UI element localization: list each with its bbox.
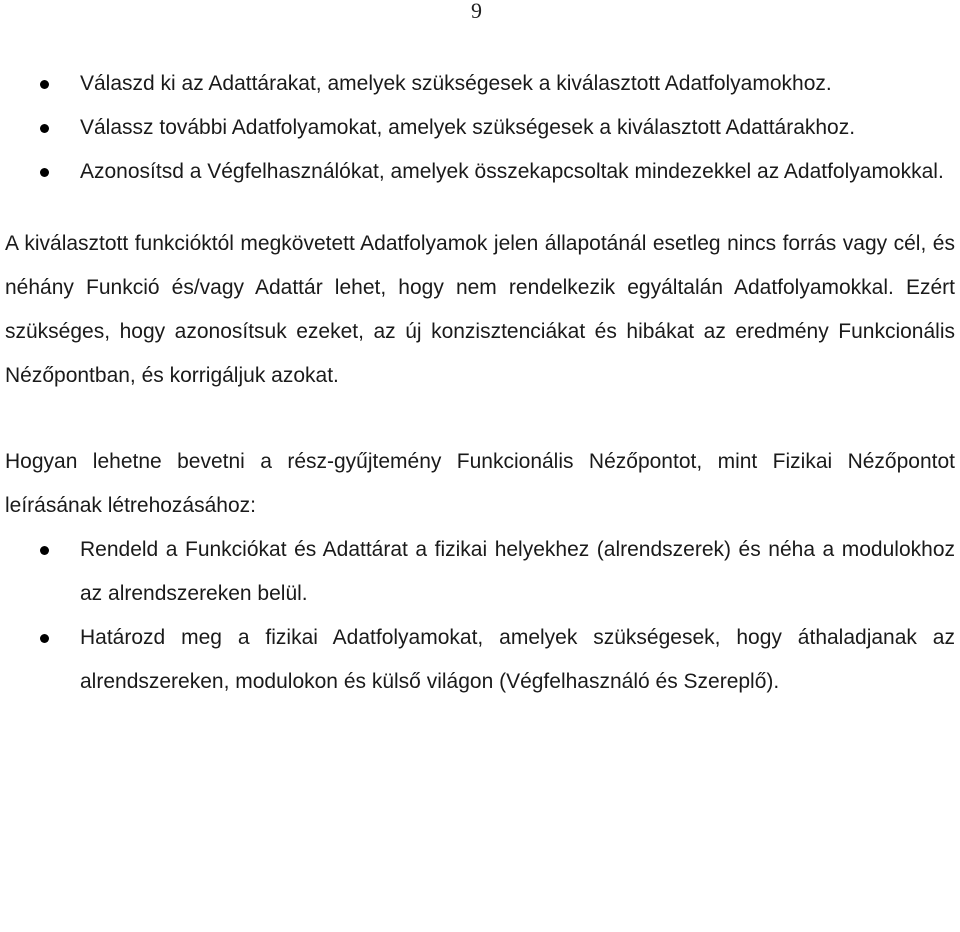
list-item: Válaszd ki az Adattárakat, amelyek szükségesek a kiválasztott Adatfolyamokhoz. [5, 62, 955, 106]
document-body [5, 62, 955, 704]
bullet-list-1 [5, 62, 955, 194]
bullet-list-2 [5, 528, 955, 704]
list-item: Határozd meg a fizikai Adatfolyamokat, amelyek szükségesek, hogy áthaladjanak az alrendszereken, modulokon és külső világon (Végfelhasználó és Szereplő). [5, 616, 955, 704]
list-item: Válassz további Adatfolyamokat, amelyek szükségesek a kiválasztott Adattárakhoz. [5, 106, 955, 150]
page-number: 9 [471, 0, 482, 23]
paragraph-1: A kiválasztott funkcióktól megkövetett Adatfolyamok jelen állapotánál esetleg nincs forrás vagy cél, és néhány Funkció és/vagy Adattár lehet, hogy nem rendelkezik egyáltalán Adatfolyamokkal. Ezért szükséges, hogy azonosítsuk ezeket, az új konzisztenciákat és hibákat az eredmény Funkcionális Nézőpontban, és korrigáljuk azokat. [5, 232, 955, 387]
list-item: Rendeld a Funkciókat és Adattárat a fizikai helyekhez (alrendszerek) és néha a modulokhoz az alrendszereken belül. [5, 528, 955, 616]
list-item: Azonosítsd a Végfelhasználókat, amelyek összekapcsoltak mindezekkel az Adatfolyamokkal. [5, 150, 955, 194]
paragraph-2: Hogyan lehetne bevetni a rész-gyűjtemény Funkcionális Nézőpontot, mint Fizikai Nézőpontot leírásának létrehozásához: [5, 450, 955, 517]
